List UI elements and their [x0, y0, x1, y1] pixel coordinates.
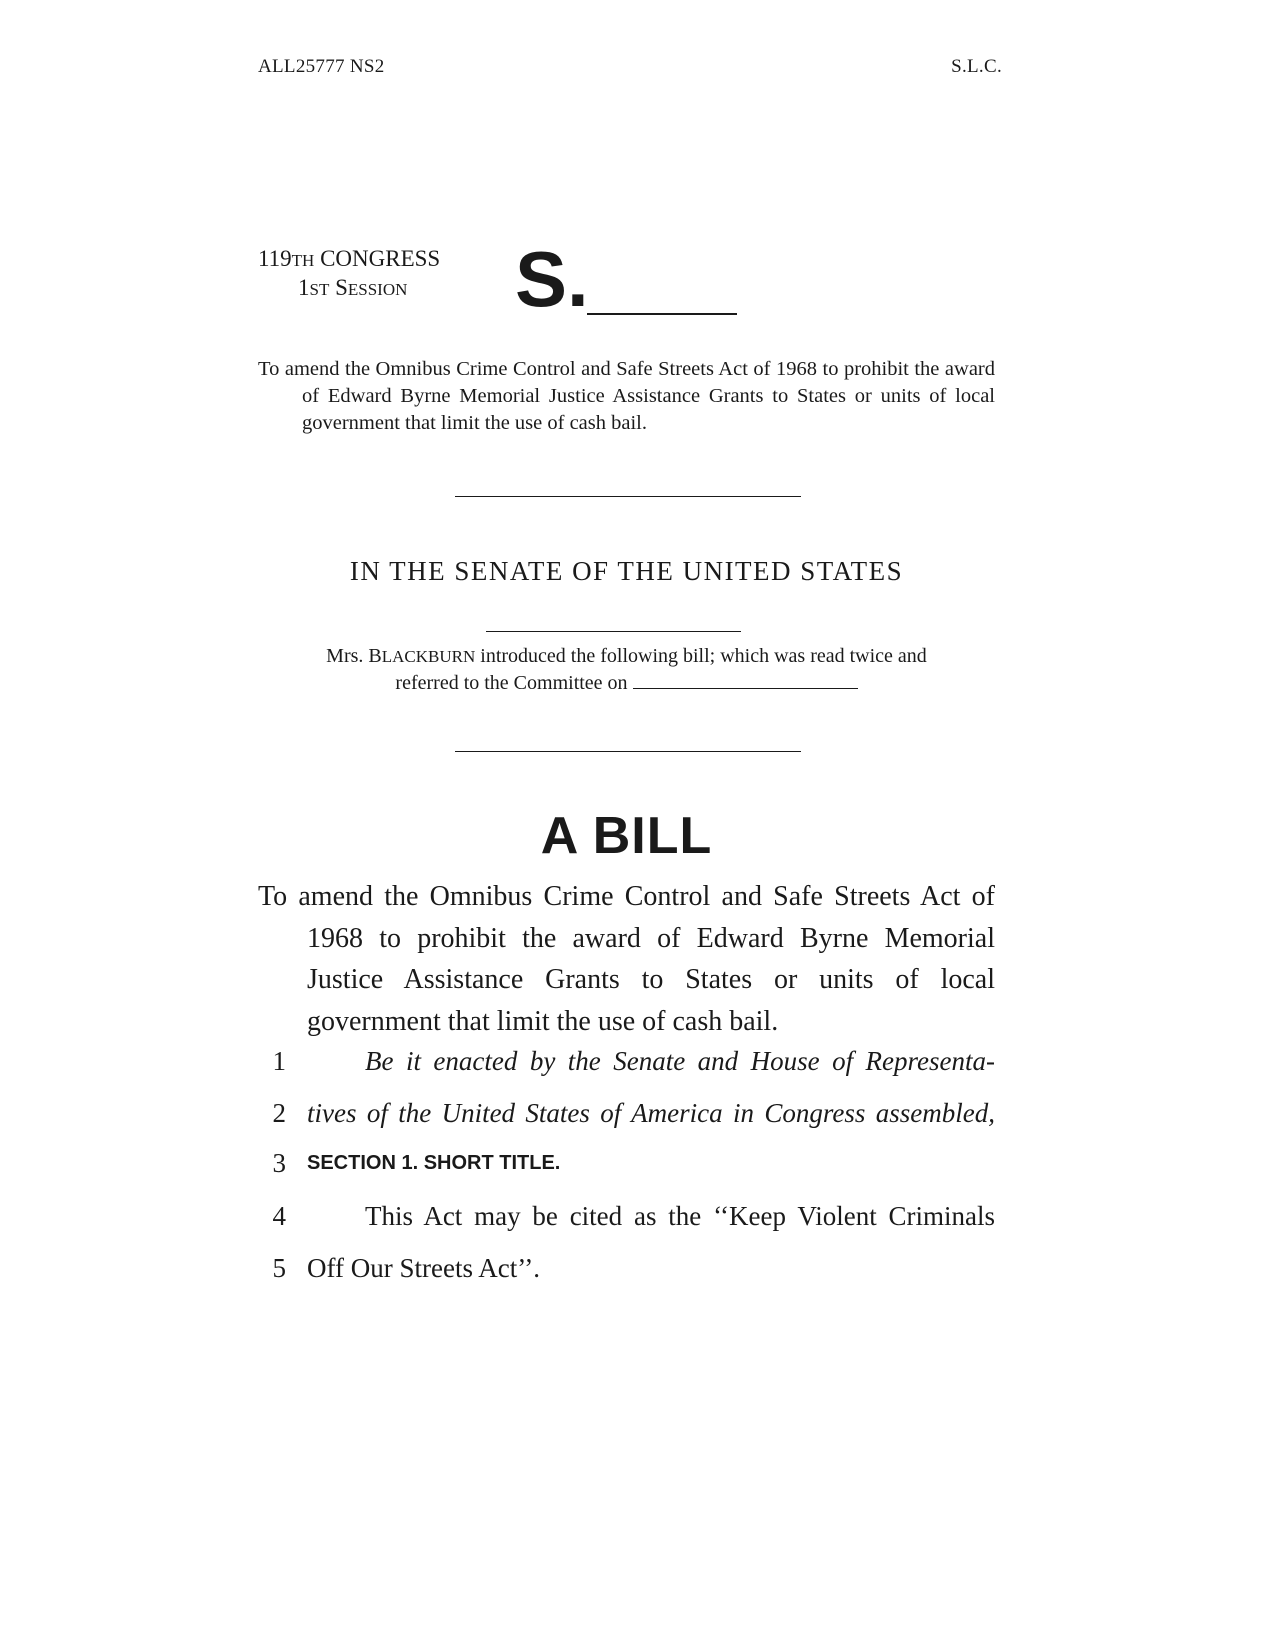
session-number-suffix: ST: [309, 280, 330, 299]
congress-number-suffix: TH: [291, 251, 315, 270]
line-number: 5: [272, 1253, 286, 1283]
bill-line: [258, 1093, 995, 1133]
session-number: 1: [298, 275, 310, 300]
bill-line: [258, 1196, 995, 1236]
sponsor-name-first: B: [368, 645, 382, 667]
bill-heading: A BILL: [540, 807, 713, 865]
bill-number-blank: [587, 313, 737, 315]
bill-line: [258, 1248, 995, 1288]
divider-rule: [455, 751, 801, 752]
divider-rule-short: [486, 631, 741, 632]
line-number: 2: [272, 1098, 286, 1128]
congress-session-block: [258, 245, 440, 303]
introduction-line-2: [258, 670, 995, 697]
short-title-text-2: Off Our Streets Act’’.: [307, 1253, 540, 1283]
divider-rule: [455, 496, 801, 497]
sponsor-name-rest: LACKBURN: [381, 647, 476, 666]
introduction: [258, 643, 995, 697]
sponsor-prefix: Mrs.: [326, 645, 364, 667]
bill-line: [258, 1143, 995, 1183]
introduction-line-1: [258, 643, 995, 670]
session-label-first: S: [335, 275, 348, 300]
office-code: S.L.C.: [951, 56, 1002, 77]
session-label-rest: ESSION: [347, 280, 408, 299]
bill-line: [258, 1041, 995, 1081]
congress-line: [258, 245, 440, 274]
long-purpose: To amend the Omnibus Crime Control and Safe Streets Act of 1968 to prohibit the award of Edward Byrne Memorial Justice Assistance Grants to States or units of local government that limit the use of cash bail.: [258, 881, 995, 1037]
introduction-text-2: referred to the Committee on: [395, 672, 628, 694]
introduction-text-1: introduced the following bill; which was read twice and: [480, 645, 927, 667]
short-title-text-1: This Act may be cited as the ‘‘Keep Violent Criminals: [365, 1201, 995, 1231]
committee-blank: [633, 688, 858, 689]
line-number: 3: [272, 1148, 286, 1178]
bill-number-prefix: S.: [515, 235, 589, 323]
line-number: 4: [272, 1201, 286, 1231]
enacting-clause-line-1: Be it enacted by the Senate and House of Representa-: [365, 1046, 995, 1076]
congress-number: 119: [258, 246, 292, 271]
section-heading: SECTION 1. SHORT TITLE.: [307, 1152, 561, 1174]
congress-label: CONGRESS: [320, 246, 441, 271]
session-line: [258, 274, 440, 303]
enacting-clause-line-2: tives of the United States of America in Congress assembled,: [307, 1098, 995, 1128]
chamber-heading: IN THE SENATE OF THE UNITED STATES: [349, 556, 904, 586]
short-purpose: To amend the Omnibus Crime Control and Safe Streets Act of 1968 to prohibit the award of Edward Byrne Memorial Justice Assistance Grants to States or units of local government that limit the use of cash bail.: [258, 358, 995, 434]
line-number: 1: [272, 1046, 286, 1076]
document-id: ALL25777 NS2: [258, 56, 385, 77]
